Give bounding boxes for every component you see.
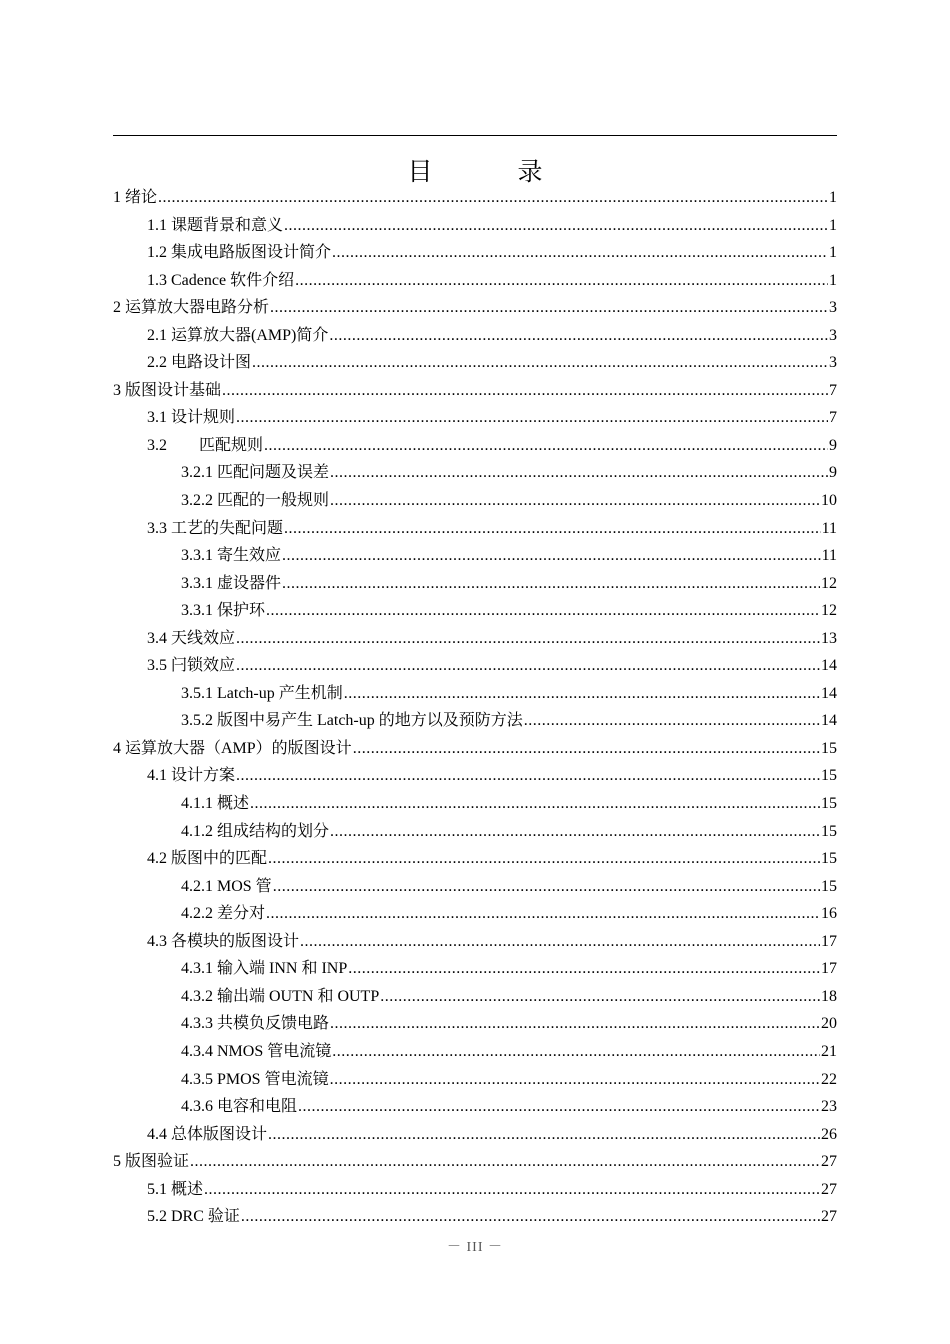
toc-entry-label: 4 运算放大器（AMP）的版图设计 xyxy=(113,739,352,757)
toc-entry-page-number: 11 xyxy=(821,519,837,537)
toc-entry-page-number: 15 xyxy=(821,822,837,840)
toc-entry-label: 4.3.5 PMOS 管电流镜 xyxy=(181,1070,329,1088)
toc-entry-label: 5 版图验证 xyxy=(113,1153,190,1171)
toc-entry-label: 3.3.1 虚设器件 xyxy=(181,574,282,592)
toc-entry-label: 2 运算放大器电路分析 xyxy=(113,299,270,317)
toc-entry-page-number: 3 xyxy=(829,354,837,372)
toc-entry-label: 3.2.2 匹配的一般规则 xyxy=(181,492,330,510)
toc-dot-leader xyxy=(298,1093,820,1121)
toc-entry-page-number: 1 xyxy=(829,244,837,262)
toc-entry-page-number: 21 xyxy=(821,1042,837,1060)
toc-dot-leader xyxy=(524,707,820,735)
toc-entry-page-number: 9 xyxy=(829,464,837,482)
toc-entry[interactable] xyxy=(113,790,837,818)
toc-entry-label: 5.1 概述 xyxy=(147,1180,204,1198)
toc-entry-label: 4.1.1 概述 xyxy=(181,795,250,813)
toc-dot-leader xyxy=(236,762,820,790)
toc-dot-leader xyxy=(236,625,820,653)
toc-entry-page-number: 26 xyxy=(821,1125,837,1143)
toc-entry-page-number: 27 xyxy=(821,1153,837,1171)
toc-dot-leader xyxy=(282,570,820,598)
toc-entry[interactable] xyxy=(113,680,837,708)
toc-entry[interactable] xyxy=(113,294,837,322)
toc-entry-label: 3.2 匹配规则 xyxy=(147,436,264,454)
toc-entry-label: 4.3.6 电容和电阻 xyxy=(181,1098,298,1116)
toc-entry-label: 1 绪论 xyxy=(113,189,158,206)
toc-entry[interactable] xyxy=(113,322,837,350)
toc-entry-page-number: 12 xyxy=(821,574,837,592)
toc-entry-label: 4.4 总体版图设计 xyxy=(147,1125,268,1143)
toc-entry-label: 4.3 各模块的版图设计 xyxy=(147,932,300,950)
toc-entry-label: 4.3.2 输出端 OUTN 和 OUTP xyxy=(181,987,380,1005)
toc-dot-leader xyxy=(329,322,828,350)
toc-entry[interactable] xyxy=(113,515,837,543)
toc-entry[interactable] xyxy=(113,1176,837,1204)
toc-entry-page-number: 20 xyxy=(821,1015,837,1033)
toc-entry-page-number: 10 xyxy=(821,492,837,510)
toc-entry-label: 2.1 运算放大器(AMP)简介 xyxy=(147,326,329,344)
toc-dot-leader xyxy=(348,955,820,983)
toc-entry-label: 3.5.1 Latch-up 产生机制 xyxy=(181,684,343,702)
toc-entry[interactable] xyxy=(113,845,837,873)
toc-dot-leader xyxy=(264,432,828,460)
toc-entry-label: 4.2.2 差分对 xyxy=(181,905,266,923)
toc-entry-label: 1.1 课题背景和意义 xyxy=(147,216,284,234)
toc-entry-label: 4.1.2 组成结构的划分 xyxy=(181,822,330,840)
toc-dot-leader xyxy=(266,900,820,928)
toc-entry-page-number: 3 xyxy=(829,326,837,344)
page-number-footer: － III － xyxy=(447,1240,503,1255)
toc-entry[interactable] xyxy=(113,652,837,680)
toc-dot-leader xyxy=(332,239,828,267)
toc-entry-page-number: 27 xyxy=(821,1180,837,1198)
toc-entry-page-number: 15 xyxy=(821,850,837,868)
toc-entry-page-number: 22 xyxy=(821,1070,837,1088)
toc-entry[interactable] xyxy=(113,818,837,846)
toc-dot-leader xyxy=(330,487,820,515)
header-rule xyxy=(113,135,837,136)
toc-entry-page-number: 23 xyxy=(821,1098,837,1116)
table-of-contents xyxy=(113,184,837,1231)
toc-dot-leader xyxy=(222,377,828,405)
toc-entry[interactable] xyxy=(113,707,837,735)
toc-entry[interactable] xyxy=(113,1038,837,1066)
toc-entry[interactable] xyxy=(113,1121,837,1149)
toc-entry-page-number: 17 xyxy=(821,960,837,978)
toc-entry-label: 4.3.3 共模负反馈电路 xyxy=(181,1015,330,1033)
toc-entry[interactable] xyxy=(113,459,837,487)
toc-dot-leader xyxy=(330,1010,820,1038)
toc-dot-leader xyxy=(236,404,828,432)
toc-entry-label: 3 版图设计基础 xyxy=(113,381,222,399)
toc-dot-leader xyxy=(190,1148,820,1176)
toc-entry-page-number: 14 xyxy=(821,657,837,675)
toc-entry-page-number: 12 xyxy=(821,602,837,620)
toc-entry-label: 3.3.1 寄生效应 xyxy=(181,547,282,565)
toc-entry[interactable] xyxy=(113,735,837,763)
toc-entry-label: 3.1 设计规则 xyxy=(147,409,236,427)
toc-dot-leader xyxy=(300,928,820,956)
toc-dot-leader xyxy=(236,652,820,680)
toc-entry[interactable] xyxy=(113,267,837,295)
toc-dot-leader xyxy=(250,790,820,818)
toc-entry-label: 3.4 天线效应 xyxy=(147,629,236,647)
toc-entry-label: 3.3.1 保护环 xyxy=(181,602,266,620)
toc-dot-leader xyxy=(380,983,820,1011)
toc-entry[interactable] xyxy=(113,625,837,653)
toc-entry-page-number: 13 xyxy=(821,629,837,647)
toc-entry[interactable] xyxy=(113,487,837,515)
toc-entry-page-number: 3 xyxy=(829,299,837,317)
toc-entry-page-number: 16 xyxy=(821,905,837,923)
toc-entry[interactable] xyxy=(113,404,837,432)
toc-entry-page-number: 11 xyxy=(821,547,837,565)
toc-dot-leader xyxy=(241,1203,820,1231)
toc-entry[interactable] xyxy=(113,1148,837,1176)
toc-dot-leader xyxy=(344,680,820,708)
toc-dot-leader xyxy=(330,459,828,487)
toc-dot-leader xyxy=(268,845,820,873)
toc-entry-label: 2.2 电路设计图 xyxy=(147,354,252,372)
toc-entry-page-number: 17 xyxy=(821,932,837,950)
toc-dot-leader xyxy=(266,597,820,625)
toc-entry-label: 4.2.1 MOS 管 xyxy=(181,877,272,895)
toc-entry[interactable] xyxy=(113,239,837,267)
toc-entry-page-number: 1 xyxy=(829,271,837,289)
toc-entry[interactable] xyxy=(113,184,837,212)
toc-dot-leader xyxy=(268,1121,820,1149)
toc-entry-page-number: 7 xyxy=(829,381,837,399)
toc-entry-label: 3.5 闩锁效应 xyxy=(147,657,236,675)
toc-dot-leader xyxy=(295,267,828,295)
toc-entry-label: 4.1 设计方案 xyxy=(147,767,236,785)
toc-entry[interactable] xyxy=(113,873,837,901)
toc-dot-leader xyxy=(270,294,828,322)
toc-entry-label: 1.2 集成电路版图设计简介 xyxy=(147,244,332,262)
toc-entry-page-number: 14 xyxy=(821,684,837,702)
toc-entry-page-number: 7 xyxy=(829,409,837,427)
toc-dot-leader xyxy=(273,873,820,901)
toc-entry-page-number: 15 xyxy=(821,795,837,813)
toc-entry-page-number: 15 xyxy=(821,739,837,757)
toc-entry-page-number: 27 xyxy=(821,1208,837,1226)
toc-dot-leader xyxy=(204,1176,820,1204)
toc-dot-leader xyxy=(332,1038,820,1066)
toc-entry[interactable] xyxy=(113,928,837,956)
toc-entry[interactable] xyxy=(113,570,837,598)
toc-entry-label: 3.3 工艺的失配问题 xyxy=(147,519,284,537)
toc-entry-page-number: 14 xyxy=(821,712,837,730)
toc-entry-label: 4.2 版图中的匹配 xyxy=(147,850,268,868)
toc-entry-label: 4.3.1 输入端 INN 和 INP xyxy=(181,960,348,978)
toc-entry-page-number: 15 xyxy=(821,877,837,895)
toc-entry[interactable] xyxy=(113,955,837,983)
toc-dot-leader xyxy=(330,818,820,846)
toc-entry[interactable] xyxy=(113,1010,837,1038)
toc-entry-label: 4.3.4 NMOS 管电流镜 xyxy=(181,1042,332,1060)
toc-entry[interactable] xyxy=(113,900,837,928)
toc-entry[interactable] xyxy=(113,762,837,790)
toc-dot-leader xyxy=(282,542,821,570)
toc-dot-leader xyxy=(158,184,828,212)
toc-dot-leader xyxy=(353,735,820,763)
toc-dot-leader xyxy=(330,1066,820,1094)
toc-entry[interactable] xyxy=(113,432,837,460)
toc-entry-label: 1.3 Cadence 软件介绍 xyxy=(147,271,295,289)
toc-entry[interactable] xyxy=(113,1066,837,1094)
toc-entry-page-number: 1 xyxy=(829,216,837,234)
toc-entry-page-number: 15 xyxy=(821,767,837,785)
toc-entry-label: 5.2 DRC 验证 xyxy=(147,1208,240,1226)
toc-entry[interactable] xyxy=(113,542,837,570)
toc-entry[interactable] xyxy=(113,983,837,1011)
toc-entry-label: 3.2.1 匹配问题及误差 xyxy=(181,464,330,482)
toc-entry[interactable] xyxy=(113,377,837,405)
toc-entry[interactable] xyxy=(113,597,837,625)
toc-entry[interactable] xyxy=(113,1203,837,1231)
toc-dot-leader xyxy=(284,515,821,543)
toc-entry[interactable] xyxy=(113,1093,837,1121)
toc-title: 目 录 xyxy=(407,159,573,186)
toc-entry-label: 3.5.2 版图中易产生 Latch-up 的地方以及预防方法 xyxy=(181,712,523,730)
toc-dot-leader xyxy=(284,212,828,240)
toc-entry[interactable] xyxy=(113,212,837,240)
toc-dot-leader xyxy=(252,349,828,377)
toc-entry-page-number: 18 xyxy=(821,987,837,1005)
toc-entry-page-number: 9 xyxy=(829,436,837,454)
toc-entry[interactable] xyxy=(113,349,837,377)
toc-entry-page-number: 1 xyxy=(829,189,837,206)
